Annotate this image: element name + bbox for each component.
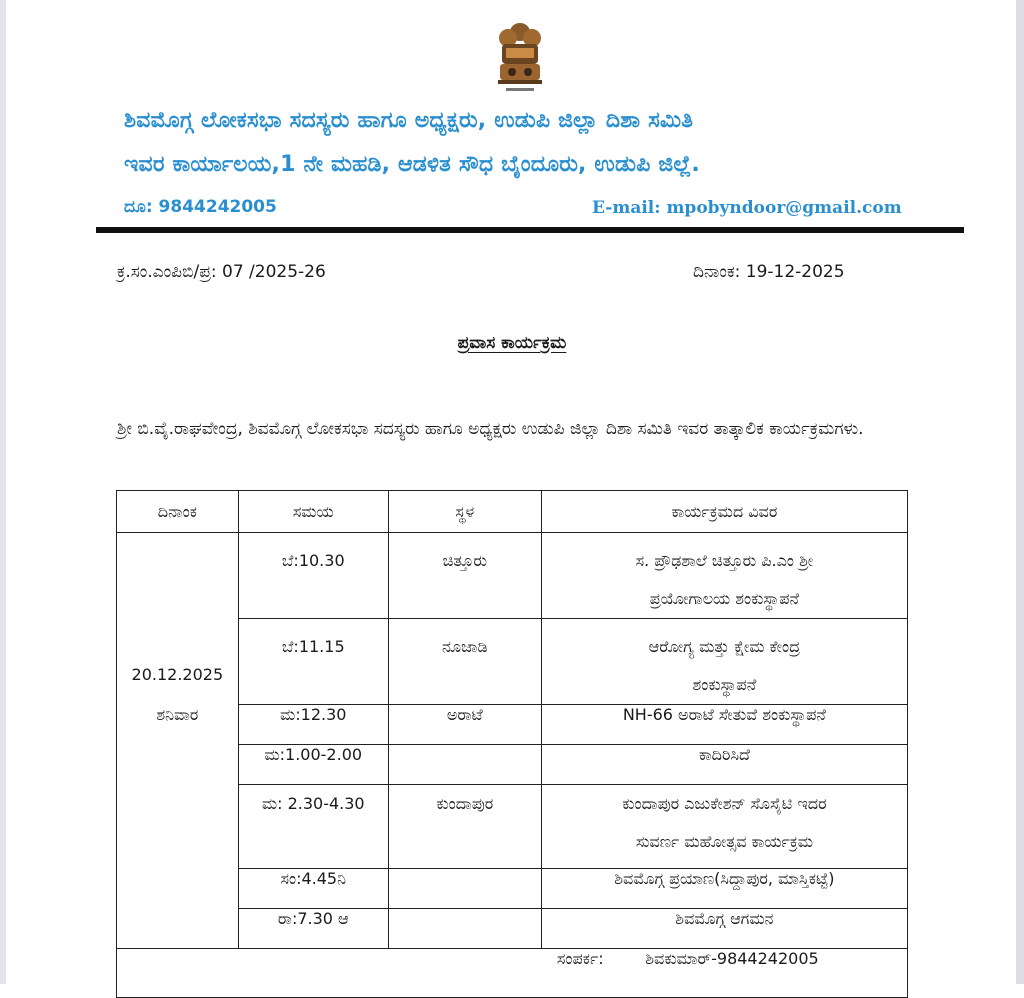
place-cell: ಕುಂದಾಪುರ bbox=[388, 785, 541, 869]
header-date: ದಿನಾಂಕ bbox=[117, 491, 239, 533]
time-cell: ಮ:1.00-2.00 bbox=[238, 745, 388, 785]
details-cell: ಸ. ಪ್ರೌಢಶಾಲೆ ಚಿತ್ತೂರು ಪಿ.ಎಂ ಶ್ರೀ ಪ್ರಯೋಗಾಲಯ ಶಂಕುಸ್ಥಾಪನೆ bbox=[541, 533, 907, 619]
time-cell: ಮ:12.30 bbox=[238, 705, 388, 745]
header-details: ಕಾರ್ಯಕ್ರಮದ ವಿವರ bbox=[541, 491, 907, 533]
contact-value: ಶಿವಕುಮಾರ್-9844242005 bbox=[645, 949, 819, 968]
letterhead-divider bbox=[96, 227, 964, 233]
event-day: ಶನಿವಾರ bbox=[156, 705, 199, 724]
header-time: ಸಮಯ bbox=[238, 491, 388, 533]
letterhead-phone: ದೂ: 9844242005 bbox=[124, 197, 277, 217]
letterhead-line-1: ಶಿವಮೊಗ್ಗ ಲೋಕಸಭಾ ಸದಸ್ಯರು ಹಾಗೂ ಅಧ್ಯಕ್ಷರು, ಉಡುಪಿ ಜಿಲ್ಲಾ ದಿಶಾ ಸಮಿತಿ bbox=[124, 108, 694, 133]
time-cell: ಮ: 2.30-4.30 bbox=[238, 785, 388, 869]
schedule-table bbox=[116, 490, 908, 998]
state-emblem-icon bbox=[488, 18, 552, 94]
document-title bbox=[0, 333, 1024, 353]
place-cell bbox=[388, 909, 541, 949]
reference-number: ಕ್ರ.ಸಂ.ಎಂಪಿಬಿ/ಪ್ರ: 07 /2025-26 bbox=[117, 262, 326, 282]
contact-row bbox=[117, 949, 908, 998]
place-cell bbox=[388, 869, 541, 909]
letter-date: ದಿನಾಂಕ: 19-12-2025 bbox=[693, 262, 845, 282]
letterhead-line-2: ಇವರ ಕಾರ್ಯಾಲಯ,1 ನೇ ಮಹಡಿ, ಆಡಳಿತ ಸೌಧ ಬೈಂದೂರು, ಉಡುಪಿ ಜಿಲ್ಲೆ. bbox=[124, 152, 700, 177]
contact-label: ಸಂಪರ್ಕ: bbox=[556, 949, 604, 968]
place-cell: ಅರಾಟೆ bbox=[388, 705, 541, 745]
contact-cell bbox=[117, 949, 908, 998]
time-cell: ಬೆ:10.30 bbox=[238, 533, 388, 619]
place-cell bbox=[388, 745, 541, 785]
header-place: ಸ್ಥಳ bbox=[388, 491, 541, 533]
time-cell: ಬೆ:11.15 bbox=[238, 619, 388, 705]
details-cell: ಕಾದಿರಿಸಿದೆ bbox=[541, 745, 907, 785]
details-cell: ಕುಂದಾಪುರ ಎಜುಕೇಶನ್ ಸೊಸೈಟಿ ಇದರ ಸುವರ್ಣ ಮಹೋತ್ಸವ ಕಾರ್ಯಕ್ರಮ bbox=[541, 785, 907, 869]
intro-paragraph: ಶ್ರೀ ಬಿ.ವೈ.ರಾಘವೇಂದ್ರ, ಶಿವಮೊಗ್ಗ ಲೋಕಸಭಾ ಸದಸ್ಯರು ಹಾಗೂ ಅಧ್ಯಕ್ಷರು ಉಡುಪಿ ಜಿಲ್ಲಾ ದಿಶಾ ಸಮಿತಿ ಇವರ ತಾತ್ಕಾಲಿಕ ಕಾರ್ಯಕ್ರಮಗಳು. bbox=[117, 419, 864, 439]
place-cell: ನೂಜಾಡಿ bbox=[388, 619, 541, 705]
date-cell bbox=[117, 533, 239, 949]
place-cell: ಚಿತ್ತೂರು bbox=[388, 533, 541, 619]
details-cell: NH-66 ಅರಾಟೆ ಸೇತುವೆ ಶಂಕುಸ್ಥಾಪನೆ bbox=[541, 705, 907, 745]
details-cell: ಶಿವಮೊಗ್ಗ ಆಗಮನ bbox=[541, 909, 907, 949]
event-date: 20.12.2025 bbox=[131, 665, 224, 684]
table-row bbox=[117, 533, 908, 619]
time-cell: ಸಂ:4.45ನಿ bbox=[238, 869, 388, 909]
page-edge-right bbox=[1016, 0, 1024, 984]
table-header-row bbox=[117, 491, 908, 533]
time-cell: ರಾ:7.30 ಆ bbox=[238, 909, 388, 949]
page-edge-left bbox=[0, 0, 6, 984]
details-cell: ಶಿವಮೊಗ್ಗ ಪ್ರಯಾಣ(ಸಿದ್ದಾಪುರ, ಮಾಸ್ತಿಕಟ್ಟೆ) bbox=[541, 869, 907, 909]
document-title-text: ಪ್ರವಾಸ ಕಾರ್ಯಕ್ರಮ bbox=[457, 333, 567, 353]
details-cell: ಆರೋಗ್ಯ ಮತ್ತು ಕ್ಷೇಮ ಕೇಂದ್ರ ಶಂಕುಸ್ಥಾಪನೆ bbox=[541, 619, 907, 705]
letterhead-email: E-mail: mpobyndoor@gmail.com bbox=[592, 198, 902, 218]
